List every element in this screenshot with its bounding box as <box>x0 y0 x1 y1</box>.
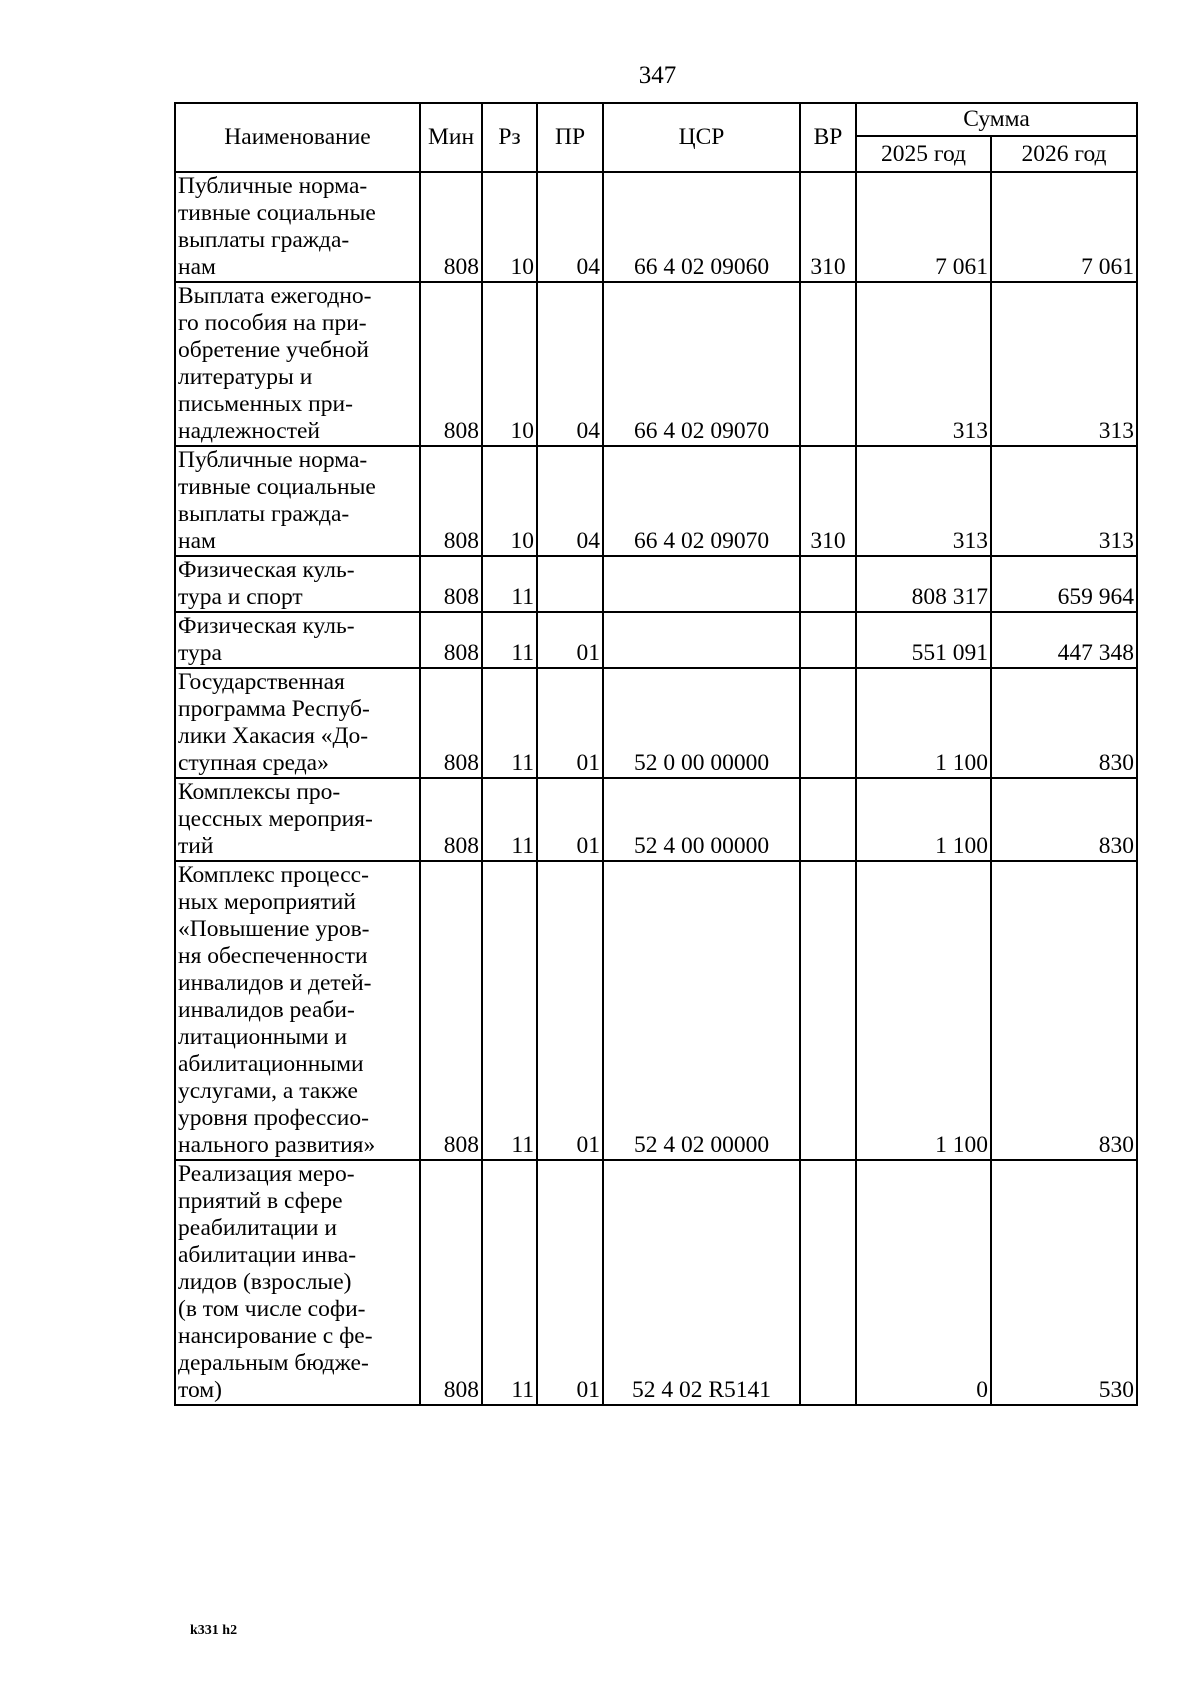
budget-table <box>174 102 1138 1406</box>
row-sum-2025: 0 <box>856 1160 991 1405</box>
table-row <box>175 778 1137 861</box>
row-min: 808 <box>420 556 482 612</box>
row-vr <box>800 861 856 1160</box>
document-code: k331 h2 <box>190 1623 238 1638</box>
row-name: Физическая куль- тура и спорт <box>175 556 420 612</box>
row-pr: 01 <box>537 612 603 668</box>
row-sum-2026: 313 <box>991 282 1137 446</box>
row-sum-2026: 447 348 <box>991 612 1137 668</box>
header-min: Мин <box>420 103 482 172</box>
row-sum-2025: 313 <box>856 282 991 446</box>
row-csr: 52 4 02 00000 <box>603 861 800 1160</box>
row-sum-2026: 830 <box>991 668 1137 778</box>
row-vr <box>800 1160 856 1405</box>
row-name: Выплата ежегодно- го пособия на при- обретение учебной литературы и письменных при- надлежностей <box>175 282 420 446</box>
row-csr <box>603 612 800 668</box>
header-year-2026: 2026 год <box>991 136 1137 172</box>
table-row <box>175 282 1137 446</box>
row-pr: 01 <box>537 778 603 861</box>
header-pr: ПР <box>537 103 603 172</box>
header-year-2025: 2025 год <box>856 136 991 172</box>
row-pr: 01 <box>537 668 603 778</box>
row-vr <box>800 612 856 668</box>
row-rz: 11 <box>482 612 537 668</box>
row-csr: 66 4 02 09070 <box>603 446 800 556</box>
row-name: Реализация меро- приятий в сфере реабилитации и абилитации инва- лидов (взрослые) (в том числе софи- нансирование с фе- деральным бюдже- том) <box>175 1160 420 1405</box>
row-sum-2025: 551 091 <box>856 612 991 668</box>
row-vr: 310 <box>800 446 856 556</box>
table-row <box>175 668 1137 778</box>
row-min: 808 <box>420 1160 482 1405</box>
row-name: Комплекс процесс- ных мероприятий «Повышение уров- ня обеспеченности инвалидов и детей- инвалидов реаби- литационными и абилитационными услугами, а также уровня профессио- нального развития» <box>175 861 420 1160</box>
row-name: Государственная программа Респуб- лики Хакасия «До- ступная среда» <box>175 668 420 778</box>
row-min: 808 <box>420 282 482 446</box>
row-name: Комплексы про- цессных мероприя- тий <box>175 778 420 861</box>
row-min: 808 <box>420 446 482 556</box>
row-name: Публичные норма- тивные социальные выплаты гражда- нам <box>175 446 420 556</box>
row-pr <box>537 556 603 612</box>
row-sum-2026: 530 <box>991 1160 1137 1405</box>
row-min: 808 <box>420 668 482 778</box>
row-sum-2026: 830 <box>991 778 1137 861</box>
header-name: Наименование <box>175 103 420 172</box>
row-vr <box>800 778 856 861</box>
row-sum-2025: 1 100 <box>856 861 991 1160</box>
table-row <box>175 446 1137 556</box>
row-rz: 10 <box>482 282 537 446</box>
header-vr: ВР <box>800 103 856 172</box>
row-min: 808 <box>420 778 482 861</box>
row-pr: 04 <box>537 172 603 282</box>
table-row <box>175 172 1137 282</box>
header-rz: Рз <box>482 103 537 172</box>
header-csr: ЦСР <box>603 103 800 172</box>
row-sum-2026: 659 964 <box>991 556 1137 612</box>
row-csr <box>603 556 800 612</box>
table-row <box>175 612 1137 668</box>
row-rz: 11 <box>482 556 537 612</box>
header-sum: Сумма <box>856 103 1137 136</box>
row-rz: 11 <box>482 778 537 861</box>
row-csr: 52 4 00 00000 <box>603 778 800 861</box>
row-sum-2026: 830 <box>991 861 1137 1160</box>
row-pr: 01 <box>537 861 603 1160</box>
row-rz: 11 <box>482 861 537 1160</box>
row-csr: 52 4 02 R5141 <box>603 1160 800 1405</box>
row-sum-2025: 1 100 <box>856 778 991 861</box>
row-rz: 11 <box>482 668 537 778</box>
row-pr: 04 <box>537 282 603 446</box>
row-pr: 01 <box>537 1160 603 1405</box>
row-sum-2025: 808 317 <box>856 556 991 612</box>
row-rz: 10 <box>482 446 537 556</box>
row-csr: 66 4 02 09060 <box>603 172 800 282</box>
row-sum-2025: 7 061 <box>856 172 991 282</box>
row-csr: 66 4 02 09070 <box>603 282 800 446</box>
row-name: Публичные норма- тивные социальные выплаты гражда- нам <box>175 172 420 282</box>
table-row <box>175 1160 1137 1405</box>
row-vr <box>800 556 856 612</box>
row-vr: 310 <box>800 172 856 282</box>
row-sum-2026: 313 <box>991 446 1137 556</box>
row-min: 808 <box>420 172 482 282</box>
row-name: Физическая куль- тура <box>175 612 420 668</box>
row-rz: 10 <box>482 172 537 282</box>
table-row <box>175 861 1137 1160</box>
row-pr: 04 <box>537 446 603 556</box>
row-rz: 11 <box>482 1160 537 1405</box>
row-csr: 52 0 00 00000 <box>603 668 800 778</box>
row-sum-2026: 7 061 <box>991 172 1137 282</box>
row-min: 808 <box>420 612 482 668</box>
row-min: 808 <box>420 861 482 1160</box>
table-row <box>175 556 1137 612</box>
row-vr <box>800 282 856 446</box>
row-vr <box>800 668 856 778</box>
row-sum-2025: 313 <box>856 446 991 556</box>
page-number: 347 <box>638 62 677 89</box>
row-sum-2025: 1 100 <box>856 668 991 778</box>
